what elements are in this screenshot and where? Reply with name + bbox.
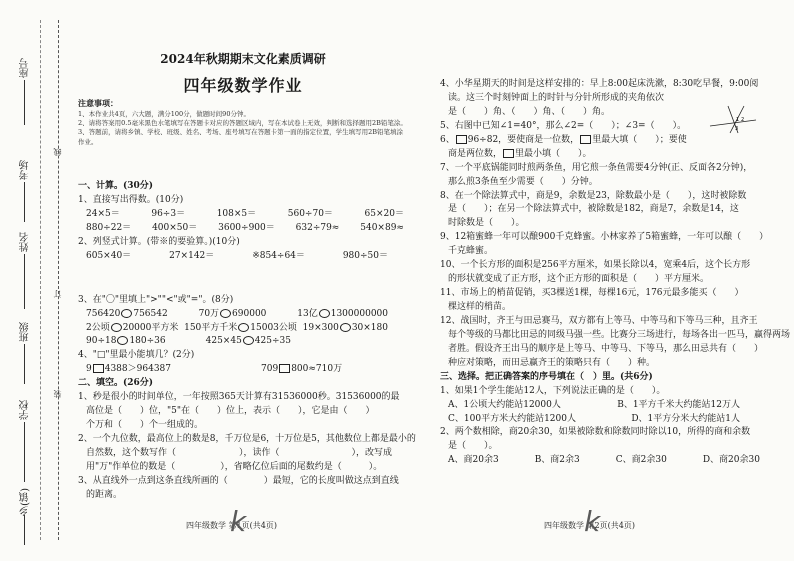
left-column <box>78 180 416 503</box>
oral-item: 3600÷900＝ <box>218 222 275 233</box>
answer-box[interactable] <box>456 135 467 144</box>
text-line: 者胜。假设齐王出马的顺序是上等马、中等马、下等马，那么田忌共有（ ） <box>448 343 764 354</box>
oral-item: 632÷79≈ <box>295 222 340 233</box>
text-line: 9、12箱蜜蜂一年可以酿900千克蜂蜜。小林家养了5箱蜜蜂，一年可以酿（ ） <box>440 232 769 243</box>
compare-circle[interactable] <box>238 323 249 332</box>
text-line: 的距离。 <box>86 489 123 500</box>
label-seat-number: 座号 <box>20 58 31 78</box>
oral-item: 880÷22＝ <box>86 222 132 233</box>
label-township: 乡(镇) <box>20 488 31 516</box>
option[interactable]: A、商20余3 <box>448 455 499 466</box>
oral-item: 540×89≈ <box>360 222 404 233</box>
text-line: 10、一个长方形的面积是256平方厘米，如果长除以4，宽乘4后，这个长方形 <box>440 260 751 271</box>
fill-box-item: 9 4388＞964387 <box>86 364 171 375</box>
text-line: 8、在一个除法算式中，商是9，余数是23，除数最小是（ ），这时被除数 <box>440 190 747 201</box>
watermark-left: k <box>230 505 247 538</box>
text-line: 2、一个九位数，最高位上的数是8，千万位是6，十万位是5，其他数位上都是最小的 <box>78 434 416 444</box>
question: 4、"□"里最小能填几？(2分) <box>78 350 195 361</box>
exam-title: 2024年秋期期末文化素质调研 <box>160 52 326 66</box>
text-line: 商是两位数， 里最小填（ ）。 <box>448 148 592 159</box>
text-line: 是（ ）；在另一个除法算式中，被除数是182，商是7，余数是14，这 <box>448 204 739 215</box>
oral-item: 24×5＝ <box>86 208 120 219</box>
text-line: 11、市场上的梢苗促销，买3棵送1棵，每棵16元，176元最多能买（ ） <box>440 288 744 299</box>
option[interactable]: C、100平方米大约能站1200人 <box>448 413 576 424</box>
text-line: 那么煎3条鱼至少需要（ ）分钟。 <box>448 176 598 187</box>
text-line: 个万和（ ）个一组成的。 <box>86 420 204 431</box>
text-line: 3、从直线外一点到这条直线所画的（ ）最短，它的长度叫做这点到直线 <box>78 475 399 486</box>
tick-pack: 装 <box>53 390 62 398</box>
option[interactable]: D、商20余30 <box>702 455 760 466</box>
compare-circle[interactable] <box>220 309 231 318</box>
compare-item: 425×45 425÷35 <box>205 336 291 347</box>
oral-row-1 <box>78 208 408 222</box>
work-space <box>78 264 408 294</box>
angle-figure <box>708 104 758 134</box>
compare-item: 2公顷 20000平方米 <box>86 322 179 333</box>
oral-item: 560÷70＝ <box>287 208 333 219</box>
option[interactable]: D、1平方分米大约能站1人 <box>631 413 740 424</box>
binding-strip <box>0 0 66 561</box>
label-class: 班级 <box>20 322 31 342</box>
vertical-calc-row <box>78 250 408 264</box>
fill-box-row <box>78 363 408 377</box>
class-blank <box>24 344 25 384</box>
calc-item: 980÷50＝ <box>342 250 388 261</box>
text-line: 自然数，这个数写作（ ），读作（ ），改写成 <box>86 447 393 458</box>
text-line: 1、如果1个学生能站12人，下列说法正确的是（ ）。 <box>440 385 666 396</box>
answer-box[interactable] <box>580 135 591 144</box>
text-line: 棵这样的梢苗。 <box>448 302 512 312</box>
oral-item: 96÷3＝ <box>151 208 186 219</box>
option[interactable]: A、1公顷大约能站12000人 <box>448 399 561 410</box>
compare-circle[interactable] <box>117 336 128 345</box>
text-line: 高位是（ ）位，"5"在（ ）位上，表示（ ），它是由（ ） <box>86 406 375 417</box>
options-row <box>440 454 770 468</box>
text-line: 读。这三个时刻钟面上的时针与分针所形成的夹角依次 <box>448 92 665 103</box>
text-line: 5、右图中已知∠1=40°，那么∠2=（ ）；∠3=（ ）。 <box>440 120 687 131</box>
name-blank <box>24 254 25 309</box>
oral-item: 65×20＝ <box>364 208 404 219</box>
section-fill: 二、填空。(26分) <box>78 378 154 389</box>
question: 2、列竖式计算。(带※的要验算。)(10分) <box>78 236 240 247</box>
oral-item: 108×5＝ <box>216 208 257 219</box>
cut-line <box>58 20 59 540</box>
question: 1、直接写出得数。(10分) <box>78 194 184 205</box>
compare-row-2 <box>78 322 408 336</box>
text-line: 1、秒是很小的时间单位，一年按照365天计算有31536000秒。31536000的最 <box>78 392 400 403</box>
text-line: 每个等级的马都比田忌的同级马强一些。比赛分三场进行，每场各出一匹马，赢得两场 <box>448 329 791 340</box>
text-line: 4、小华星期天的时间是这样安排的：早上8:00起床洗漱，8:30吃早餐，9:00阅 <box>440 79 759 89</box>
compare-item: 756420 756542 <box>86 308 168 319</box>
compare-row-1 <box>78 308 408 322</box>
compare-circle[interactable] <box>243 336 254 345</box>
options-row <box>440 399 770 413</box>
text-line: 是（ ）。 <box>448 441 498 452</box>
compare-circle[interactable] <box>111 323 122 332</box>
figure-line <box>710 120 756 126</box>
text-line: 6、 96÷82，要使商是一位数， 里最大填（ ）；要使 <box>440 134 687 145</box>
notes <box>78 98 408 147</box>
compare-row-3 <box>78 335 408 349</box>
question: 3、在"〇"里填上">""<"或"="。(8分) <box>78 294 234 305</box>
section-calc: 一、计算。(30分) <box>78 181 154 191</box>
school-blank <box>24 422 25 482</box>
compare-item: 13亿 1300000000 <box>297 308 388 319</box>
option[interactable]: B、商2余3 <box>534 455 580 466</box>
compare-circle[interactable] <box>121 309 132 318</box>
note-item: 2、请将答案用0.5毫米黑色水笔填写在答题卡对应的答题区域内，写在本试卷上无效，判断和选择题用2B铅笔涂。 <box>78 119 407 128</box>
watermark-right: k <box>584 505 601 538</box>
compare-item: 70万 690000 <box>198 308 267 319</box>
township-blank <box>24 515 25 545</box>
label-exam-room: 考场 <box>20 160 31 180</box>
text-line: 种应对策略，而田忌赢齐王的策略只有（ ）种。 <box>448 357 656 368</box>
label-school: 学校 <box>20 400 31 420</box>
compare-item: 90÷18 180÷36 <box>86 336 166 347</box>
option[interactable]: B、1平方千米大约能站12万人 <box>617 399 740 410</box>
calc-item: 27×142＝ <box>169 250 215 261</box>
compare-circle[interactable] <box>319 309 330 318</box>
page-footer-right: 四年级数学 第2页(共4页) <box>544 521 635 530</box>
oral-item: 400×50＝ <box>152 222 198 233</box>
note-item: 3、答题前，请将乡镇、学校、班级、姓名、考场、座号填写在答题卡第一面的指定位置，学生填写用2B铅笔填涂作业。 <box>78 128 404 146</box>
figure-label: 3 <box>735 126 739 132</box>
text-line: 2、两个数相除，商20余30，如果被除数和除数同时除以10，所得的商和余数 <box>440 427 751 438</box>
option[interactable]: C、商2余30 <box>615 455 667 466</box>
tick-bind: 订 <box>53 290 62 298</box>
answer-box[interactable] <box>503 149 514 158</box>
figure-label: 1 <box>736 117 740 123</box>
exam-subtitle: 四年级数学作业 <box>183 76 303 95</box>
text-line: 7、一个平底锅能同时煎两条鱼，用它煎一条鱼需要4分钟(正、反面各2分钟)， <box>440 162 753 173</box>
compare-circle[interactable] <box>340 323 351 332</box>
right-column <box>440 78 791 468</box>
note-item: 1、本作业共4页，六大题，满分100分，做题时间90分钟。 <box>78 109 250 118</box>
label-name: 姓名 <box>20 232 31 252</box>
figure-label: 2 <box>741 117 745 123</box>
notes-heading: 注意事项： <box>78 98 118 108</box>
exam-room-blank <box>24 182 25 222</box>
text-line: 12、战国时，齐王与田忌赛马，双方都有上等马、中等马和下等马三种，且齐王 <box>440 315 758 326</box>
text-line: 是（ ）角、（ ）角、（ ）角。 <box>448 106 611 117</box>
text-line: 千克蜂蜜。 <box>448 246 494 257</box>
calc-item: ※854÷64＝ <box>252 250 305 261</box>
tick-line: 线 <box>53 148 62 156</box>
section-choice: 三、选择。把正确答案的序号填在（ ）里。(共6分) <box>440 371 653 382</box>
text-line: 的形状就变成了正方形，这个正方形的面积是（ ）平方厘米。 <box>448 274 710 285</box>
text-line: 时除数是（ ）。 <box>448 218 525 229</box>
page-footer-left: 四年级数学 第1页(共4页) <box>186 521 277 530</box>
fold-line <box>40 20 41 540</box>
oral-row-2 <box>78 222 408 236</box>
options-row <box>440 413 770 427</box>
text-line: 用"万"作单位的数是（ ），省略亿位后面的尾数约是（ ）。 <box>86 461 383 472</box>
calc-item: 605×40＝ <box>86 250 132 261</box>
compare-item: 19×300 30×180 <box>302 322 388 333</box>
answer-box[interactable] <box>279 364 290 373</box>
answer-box[interactable] <box>93 364 104 373</box>
compare-item: 150平方千米 15003公顷 <box>184 322 297 333</box>
seat-number-blank <box>24 80 25 125</box>
fill-box-item: 709 800≈710万 <box>261 364 343 375</box>
